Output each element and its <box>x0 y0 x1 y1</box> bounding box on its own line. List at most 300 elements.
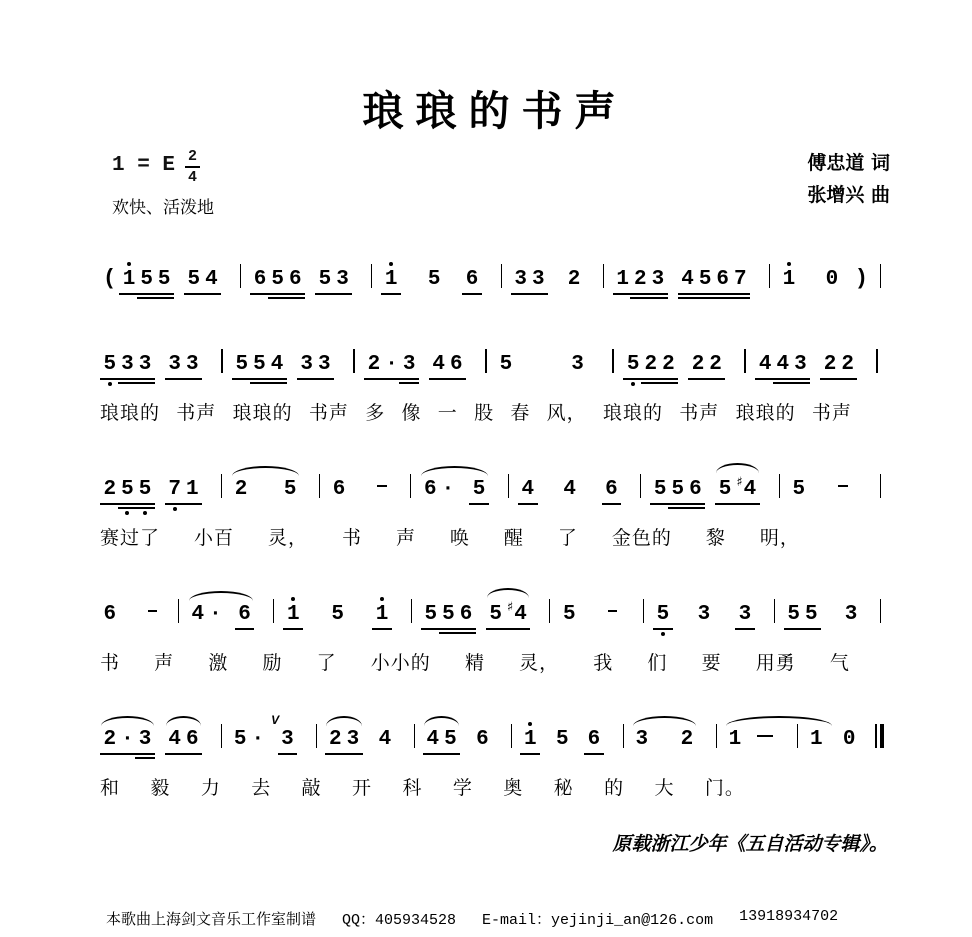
note-group <box>423 729 460 750</box>
underline <box>706 378 726 380</box>
slur-arc <box>326 716 361 728</box>
note-group <box>735 604 755 625</box>
note-group <box>165 354 202 375</box>
note-digit: 2 <box>235 479 248 500</box>
lyric-syllable: 书声 <box>812 398 852 425</box>
note-digit: 5 <box>158 269 171 290</box>
spacer <box>357 618 372 619</box>
note-digit: 3 <box>139 729 152 750</box>
note-digit: 5 <box>556 729 569 750</box>
lyric-syllable: 学 <box>453 773 473 800</box>
spacer <box>831 618 841 619</box>
note-digit: 6 <box>588 729 601 750</box>
spacer <box>130 618 143 619</box>
note-digit: 3 <box>636 729 649 750</box>
lyricist-credit: 傅忠道 词 <box>807 147 890 179</box>
note-digit: 6 <box>289 269 302 290</box>
lyric-syllable: 一 <box>438 398 458 425</box>
lyric-syllable: 了 <box>558 523 578 550</box>
lyric-syllable: 要 <box>702 648 722 675</box>
lyric-syllable: 声 <box>396 523 416 550</box>
spacer <box>623 618 634 619</box>
note-digit: 3 <box>739 604 752 625</box>
sustain-dash <box>608 610 617 613</box>
underline <box>283 628 303 630</box>
underline <box>182 753 202 755</box>
note-digit: 5 <box>805 604 818 625</box>
breath-mark: V <box>271 714 279 726</box>
underline <box>469 503 489 505</box>
note-digit: 7 <box>168 479 181 500</box>
note-group <box>623 354 678 375</box>
lyric-syllable: 气 <box>830 648 850 675</box>
note-group <box>329 479 349 500</box>
lyric-syllable: 唤 <box>450 523 470 550</box>
underline <box>135 757 155 759</box>
lyric-syllable: 励 <box>262 648 282 675</box>
spacer <box>683 618 694 619</box>
note-group <box>653 604 673 625</box>
lyric-syllable: 小百 <box>194 523 234 550</box>
barline-thin <box>875 724 877 748</box>
note-digit: 5 <box>236 354 249 375</box>
note-digit: 4 <box>563 479 576 500</box>
underline <box>372 628 392 630</box>
octave-dot-low <box>631 382 635 386</box>
underline <box>659 378 679 380</box>
note-digit: 3 <box>571 354 584 375</box>
underline <box>584 753 604 755</box>
note-group <box>165 479 202 500</box>
barline <box>178 599 179 623</box>
underline <box>154 297 174 299</box>
note-digit: 6 <box>460 604 473 625</box>
octave-dot-high <box>389 262 393 266</box>
note-digit: 5 <box>253 354 266 375</box>
note-digit: 5 <box>139 479 152 500</box>
underline <box>286 293 306 295</box>
note-group <box>822 269 842 290</box>
parenthesis: ) <box>855 266 868 291</box>
note-group <box>486 601 531 625</box>
email-contact: E-mail：yejinji_an@126.com <box>482 908 713 929</box>
underline <box>653 628 673 630</box>
underline <box>135 753 155 755</box>
note-digit: 4 <box>777 354 790 375</box>
lyric-syllable: 琅琅的 <box>233 398 293 425</box>
note-group <box>328 604 348 625</box>
slur-arc <box>101 716 154 728</box>
note-digit: 4 <box>271 354 284 375</box>
note-digit: 5 <box>672 479 685 500</box>
lyric-syllable: 股 <box>474 398 494 425</box>
score-line-5 <box>100 704 890 800</box>
note-digit: 3 <box>794 354 807 375</box>
barline <box>410 474 411 498</box>
note-digit: 6 <box>450 354 463 375</box>
publisher-footer <box>106 908 890 929</box>
note-group <box>315 269 352 290</box>
note-group <box>424 269 444 290</box>
composer-credit: 张增兴 曲 <box>807 179 890 211</box>
spacer <box>548 493 560 494</box>
note-digit: 4 <box>205 269 218 290</box>
barline <box>273 599 274 623</box>
note-digit: 2 <box>104 479 117 500</box>
note-group <box>462 269 482 290</box>
note-group <box>119 269 174 290</box>
note-group <box>725 729 778 750</box>
underline <box>182 378 202 380</box>
lyric-syllable: 赛过了 <box>100 523 160 550</box>
underline <box>686 503 706 505</box>
underline <box>791 382 811 384</box>
note-digit: 2 <box>824 354 837 375</box>
meter-numerator: 2 <box>185 149 200 168</box>
barline <box>501 264 502 288</box>
barline <box>612 349 614 373</box>
note-group <box>420 479 488 500</box>
note-digit: · <box>121 729 134 750</box>
score <box>100 244 890 800</box>
note-digit: 3 <box>698 604 711 625</box>
slur-arc <box>633 716 696 728</box>
lyric-syllable: 书 <box>342 523 362 550</box>
underline <box>731 297 751 299</box>
underline <box>267 382 287 384</box>
note-digit: ♯4 <box>507 601 527 625</box>
spacer <box>809 283 822 284</box>
barline <box>640 474 641 498</box>
barline <box>880 264 881 288</box>
note-digit: 3 <box>168 354 181 375</box>
note-group <box>602 479 622 500</box>
note-digit: 2 <box>681 729 694 750</box>
note-digit: 3 <box>845 604 858 625</box>
note-group <box>755 354 810 375</box>
note-group <box>560 479 580 500</box>
barline <box>744 349 746 373</box>
note-group <box>100 354 155 375</box>
note-group <box>165 729 202 750</box>
underline <box>447 378 467 380</box>
score-line-4 <box>100 579 890 675</box>
note-digit: 4 <box>168 729 181 750</box>
underline <box>648 293 668 295</box>
lyric-syllable: 琅琅的 <box>603 398 663 425</box>
note-group <box>688 354 725 375</box>
note-digit: 2 <box>329 729 342 750</box>
underline <box>462 293 482 295</box>
note-group <box>429 354 466 375</box>
octave-dot-high <box>787 262 791 266</box>
spacer <box>597 368 603 369</box>
note-group <box>779 269 799 290</box>
note-digit: 6 <box>186 729 199 750</box>
barline <box>240 264 241 288</box>
note-digit: 2 <box>568 269 581 290</box>
barline <box>411 599 412 623</box>
note-digit: 4 <box>426 729 439 750</box>
spacer <box>854 493 871 494</box>
note-group <box>789 479 809 500</box>
note-digit: 5 <box>428 269 441 290</box>
note-group <box>375 729 395 750</box>
note-group <box>421 604 476 625</box>
note-digit: ♯4 <box>736 476 756 500</box>
spacer <box>163 618 169 619</box>
lyric-syllable: 书声 <box>679 398 719 425</box>
sheet-music-page <box>100 78 890 929</box>
note-digit: 6 <box>104 604 117 625</box>
lyric-syllable: 门。 <box>705 773 745 800</box>
note-digit: · <box>385 354 398 375</box>
note-digit: 4 <box>759 354 772 375</box>
note-group <box>694 604 714 625</box>
notation-row <box>100 329 890 385</box>
underline <box>520 753 540 755</box>
qq-contact: QQ：405934528 <box>342 908 456 929</box>
slur-arc <box>716 463 759 475</box>
underline <box>202 293 222 295</box>
slur-arc <box>421 466 487 478</box>
lyric-syllable: 醒 <box>504 523 524 550</box>
lyrics-row <box>100 523 800 550</box>
note-digit: · <box>209 604 222 625</box>
note-digit: 5 <box>473 479 486 500</box>
note-digit: 5 <box>657 604 670 625</box>
lyric-syllable: 灵， <box>519 648 559 675</box>
note-digit: 6 <box>424 479 437 500</box>
octave-dot-low <box>125 511 129 515</box>
meter-denominator: 4 <box>188 168 197 185</box>
note-digit: 5 <box>444 729 457 750</box>
note-digit: 1 <box>123 269 136 290</box>
note-digit: 5 <box>719 479 732 500</box>
lyric-syllable: 多 <box>365 398 385 425</box>
underline <box>235 628 255 630</box>
note-digit: 3 <box>347 729 360 750</box>
note-digit: 1 <box>186 479 199 500</box>
note-digit: 5 <box>442 604 455 625</box>
lyric-syllable: 风， <box>547 398 587 425</box>
key-label: 1 = E <box>112 154 175 177</box>
barline <box>485 349 487 373</box>
note-group <box>278 729 298 750</box>
octave-dot-high <box>291 597 295 601</box>
lyrics-row <box>100 773 745 800</box>
note-digit: 6 <box>716 269 729 290</box>
barline <box>353 349 355 373</box>
underline <box>648 297 668 299</box>
spacer <box>819 493 832 494</box>
note-digit: 2 <box>841 354 854 375</box>
note-group <box>678 269 750 290</box>
lyric-syllable: 大 <box>654 773 674 800</box>
note-digit: 5 <box>331 604 344 625</box>
note-digit: 3 <box>139 354 152 375</box>
underline <box>735 628 755 630</box>
lyric-syllable: 的 <box>604 773 624 800</box>
octave-dot-low <box>173 507 177 511</box>
tempo-marking: 欢快、活泼地 <box>112 193 214 218</box>
barline <box>603 264 604 288</box>
lyric-syllable: 敲 <box>302 773 322 800</box>
notation-row <box>100 704 890 760</box>
notation-row <box>100 579 890 635</box>
sustain-dash <box>757 735 773 738</box>
note-group <box>184 269 221 290</box>
lyric-syllable: 了 <box>317 648 337 675</box>
note-digit: 5 <box>563 604 576 625</box>
note-digit: 1 <box>376 604 389 625</box>
notation-row <box>100 454 890 510</box>
lyric-syllable: 灵， <box>268 523 308 550</box>
note-group <box>473 729 493 750</box>
slur-arc <box>166 716 201 728</box>
underline <box>278 753 298 755</box>
note-digit: 3 <box>514 269 527 290</box>
lyric-syllable: 精 <box>465 648 485 675</box>
note-group <box>325 729 362 750</box>
score-line-3 <box>100 454 890 550</box>
note-digit: 2 <box>368 354 381 375</box>
slur-arc <box>232 466 299 478</box>
studio-credit: 本歌曲上海剑文音乐工作室制谱 <box>106 908 316 929</box>
sustain-dash <box>377 485 387 488</box>
note-digit: 1 <box>810 729 823 750</box>
song-title: 琅琅的书声 <box>100 78 890 137</box>
note-digit: 5 <box>654 479 667 500</box>
lyric-syllable: 书声 <box>309 398 349 425</box>
barline-thick <box>880 724 884 748</box>
lyric-syllable: 和 <box>100 773 120 800</box>
note-digit: 0 <box>826 269 839 290</box>
barline <box>371 264 372 288</box>
final-barline <box>875 724 884 748</box>
lyric-syllable: 黎 <box>706 523 726 550</box>
lyric-syllable: 力 <box>201 773 221 800</box>
header-row <box>100 147 890 218</box>
note-digit: 7 <box>734 269 747 290</box>
sustain-dash <box>148 610 157 613</box>
note-group <box>820 354 857 375</box>
key-tempo-block <box>100 147 214 218</box>
note-digit: 3 <box>532 269 545 290</box>
note-digit: 3 <box>318 354 331 375</box>
octave-dot-high <box>380 597 384 601</box>
note-group <box>715 476 760 500</box>
underline <box>154 293 174 295</box>
key-signature <box>112 147 214 183</box>
note-digit: 2 <box>662 354 675 375</box>
lyric-syllable: 琅琅的 <box>736 398 796 425</box>
note-digit: · <box>442 479 455 500</box>
time-signature <box>185 149 200 185</box>
underline <box>686 507 706 509</box>
note-digit: 6 <box>238 604 251 625</box>
note-digit: 6 <box>466 269 479 290</box>
lyric-syllable: 开 <box>352 773 372 800</box>
underline <box>381 293 401 295</box>
lyric-syllable: 激 <box>208 648 228 675</box>
slur-arc <box>424 716 459 728</box>
note-digit: 2 <box>644 354 657 375</box>
underline <box>528 293 548 295</box>
note-group <box>372 604 392 625</box>
note-digit: 6 <box>333 479 346 500</box>
spacer <box>411 283 424 284</box>
barline <box>508 474 509 498</box>
lyric-syllable: 小小的 <box>371 648 431 675</box>
underline <box>659 382 679 384</box>
lyric-syllable: 科 <box>402 773 422 800</box>
note-digit: 5 <box>234 729 247 750</box>
note-group <box>297 354 334 375</box>
lyric-syllable: 奥 <box>503 773 523 800</box>
note-group <box>552 729 572 750</box>
note-group <box>381 269 401 290</box>
note-group <box>518 479 538 500</box>
underline <box>399 378 419 380</box>
credits-block <box>807 147 890 212</box>
lyric-syllable: 琅琅的 <box>100 398 160 425</box>
lyric-syllable: 毅 <box>150 773 170 800</box>
note-digit: 4 <box>379 729 392 750</box>
note-group <box>230 729 267 750</box>
lyric-syllable: 金色的 <box>612 523 672 550</box>
note-digit: 4 <box>522 479 535 500</box>
parenthesis: ( <box>103 266 116 291</box>
lyric-syllable: 书声 <box>176 398 216 425</box>
note-group <box>632 729 697 750</box>
underline <box>135 503 155 505</box>
note-digit: 3 <box>186 354 199 375</box>
lyric-syllable: 去 <box>251 773 271 800</box>
spacer <box>589 618 602 619</box>
barline <box>880 474 881 498</box>
underline <box>838 378 858 380</box>
note-digit: 3 <box>652 269 665 290</box>
octave-dot-low <box>661 632 665 636</box>
barline <box>643 599 644 623</box>
note-group <box>784 604 821 625</box>
underline <box>602 503 622 505</box>
phone-contact: 13918934702 <box>739 908 838 929</box>
underline <box>731 293 751 295</box>
lyrics-row <box>100 648 850 675</box>
note-group <box>511 269 548 290</box>
lyrics-row <box>100 398 852 425</box>
note-digit: 5 <box>787 604 800 625</box>
note-group <box>568 354 588 375</box>
note-digit: 5 <box>792 479 805 500</box>
underline <box>182 503 202 505</box>
spacer <box>589 493 601 494</box>
note-digit: 3 V <box>281 729 294 750</box>
note-digit: 5 <box>271 269 284 290</box>
spacer <box>313 618 328 619</box>
lyric-syllable: 秘 <box>554 773 574 800</box>
sharp-icon: ♯ <box>736 475 742 490</box>
underline <box>399 382 419 384</box>
lyric-syllable: 用勇 <box>756 648 796 675</box>
note-digit: 5 <box>319 269 332 290</box>
note-group <box>520 729 540 750</box>
underline <box>456 632 476 634</box>
note-digit: 5 <box>627 354 640 375</box>
note-group <box>839 729 859 750</box>
